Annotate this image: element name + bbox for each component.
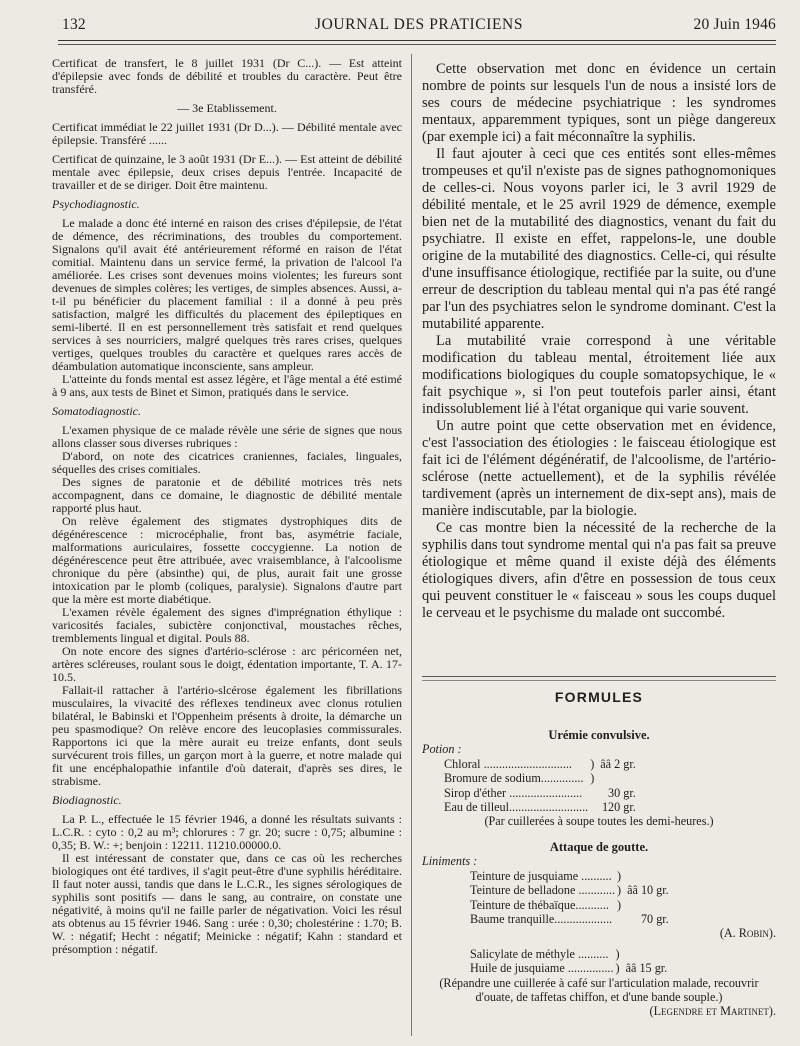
- formula-table: [444, 757, 636, 815]
- page-number: 132: [62, 16, 86, 33]
- formula-table: [470, 947, 667, 976]
- formula-title: Urémie convulsive.: [548, 728, 650, 742]
- list-item: Huile de jusquiame ............... ) ââ 15 gr.: [470, 961, 668, 976]
- list-item: Salicylate de méthyle .......... ): [470, 946, 620, 961]
- paragraph: La mutabilité vraie correspond à une véritable modification du tableau mental, étroitement liée aux modifications biologiques du couple somatopsychique, le « fait psychique », si l'on peut toutefois parler ainsi, étant indissolublement lié à l'état organique qui varie souvent.: [422, 333, 776, 417]
- paragraph: L'atteinte du fonds mental est assez légère, et l'âge mental a été estimé à 9 ans, aux tests de Binet et Simon, pratiqués dans le service.: [52, 372, 402, 399]
- paragraph: L'examen physique de ce malade révèle une série de signes que nous allons classer sous diverses rubriques :: [52, 423, 402, 450]
- list-item: Teinture de thébaïque........... ): [470, 897, 622, 912]
- list-item: Eau de tilleul.......................... 120 gr.: [444, 800, 636, 815]
- section-psychodiagnostic: Psychodiagnostic.: [52, 197, 140, 211]
- paragraph: L'examen révèle également des signes d'imprégnation éthylique : varicosités faciales, subictère conjonctival, moustaches rêches, tremblements lingual et digital. Pouls 88.: [52, 605, 402, 645]
- formula-note: (Répandre une cuillerée à café sur l'articulation malade, recouvrir d'ouate, de taffetas chiffon, et d'une bande souple.): [439, 975, 759, 1005]
- header-rule-thin: [58, 44, 776, 45]
- paragraph: On relève également des stigmates dystrophiques dits de dégénérescence : microcéphalie, front bas, asymétrie faciale, malformations auriculaires, fossette coccygienne. La notion de dégénérescence peut être attribuée, avec vraisemblance, à l'alcoolisme chronique du père (absinthe) qui, de plus, aurait fait une grosse intoxication par le plomb (coliques, paralysie). Signalons d'autre part que la mère est morte diabétique.: [52, 514, 402, 606]
- formula-title: Attaque de goutte.: [549, 840, 649, 854]
- paragraph: Un autre point que cette observation met en évidence, c'est l'association des étiologies : le faisceau étiologique est fait ici de l'élément dégénératif, de l'alcoolisme, de l'artério-sclérose (nette actuellement), et de la syphilis révélée tardivement (après un internement de dix-sept ans), mais de manière indiscutable, par la biologie.: [422, 418, 776, 519]
- certificate-immediate: Certificat immédiat le 22 juillet 1931 (Dr D...). — Débilité mentale avec épilepsie. Transféré ......: [52, 120, 402, 147]
- list-item: Bromure de sodium.............. ): [444, 771, 595, 786]
- paragraph: Le malade a donc été interné en raison des crises d'épilepsie, de l'état de démence, des récriminations, des troubles du comportement. Signalons qu'il avait été antérieurement réformé en raison de l'état comitial. Maintenu dans un service fermé, la privation de l'alcool l'a améliorée. Les crises sont devenues moins violentes; les fureurs sont devenues de simples colères; les vertiges, de simples absences. Aussi, a-t-il pu bénéficier du placement familial : il a donné à peu près satisfaction, malgré les difficultés du placement des épileptiques en semi-liberté. Il en est personnellement très satisfait et rend quelques services à ses nourriciers, malgré quelques très rares crises, quelques vertiges, quelques troubles du caractère et quelques rares accès de déambulation automatique inconsciente, sans ampleur.: [52, 216, 402, 373]
- right-column: [422, 61, 776, 622]
- list-item: Sirop d'éther ........................ 30 gr.: [444, 785, 636, 800]
- list-item: Teinture de jusquiame .......... ): [470, 868, 622, 883]
- certificate-transfer: Certificat de transfert, le 8 juillet 1931 (Dr C...). — Est atteint d'épilepsie avec fonds de débilité et troubles du caractère. Peut être transféré.: [52, 56, 402, 96]
- list-item: Baume tranquille................... 70 gr.: [470, 912, 669, 927]
- formula-note: (Par cuillerées à soupe toutes les demi-heures.): [484, 814, 714, 829]
- paragraph: On note encore des signes d'artério-sclérose : arc péricornéen net, artères scléreuses, roulant sous le doigt, édentation importante, T. A. 17-10.5.: [52, 644, 402, 684]
- formula-label: Liniments :: [422, 854, 478, 869]
- issue-date: 20 Juin 1946: [693, 16, 776, 33]
- column-divider: [411, 54, 412, 1036]
- page-header: [62, 14, 776, 40]
- formula-uremie: [422, 728, 776, 829]
- paragraph: Il faut ajouter à ceci que ces entités sont elles-mêmes trompeuses et qu'il n'existe pas de signes pathognomoniques de celles-ci. Nous voyons parler ici, le 3 avril 1929 de débilité mentale, et le 25 avril 1929 de démence, exemple bien net de la mutabilité des diagnostics, venant du fait du psychiatre. Il existe en effet, rappelons-le, une double origine de la mutabilité des diagnostics. Celle-ci, qui résulte d'une insuffisance étiologique, rectifiée par la suite, ou d'une erreur de description du tableau mental qui n'a pas été rangé par l'un des psychiatres selon le syndrome dominant. C'est la mutabilité apparente.: [422, 146, 776, 332]
- formules-title: FORMULES: [554, 689, 644, 705]
- section-somatodiagnostic: Somatodiagnostic.: [52, 404, 141, 418]
- formula-goutte: [422, 840, 776, 1019]
- paragraph: La P. L., effectuée le 15 février 1946, a donné les résultats suivants : L.C.R. : cyto : 0,2 au m³; chlorures : 7 gr. 20; sucre : 0,75; albumine : 0,35; B. W.: +; benjoin : 12211. 11210.00000.0.: [52, 812, 402, 852]
- list-item: Chloral ............................. ) ââ 2 gr.: [444, 756, 636, 771]
- paragraph: Fallait-il rattacher à l'artério-slcérose également les fibrillations musculaires, la vivacité des réflexes tendineux avec clonus rotulien bilatéral, le Babinski et l'Oppenheim présents à droite, la démarche un peu spasmodique? On relève encore des leucoplasies commissurales. Rapportons ici que la mère aurait eu treize enfants, dont seuls survécurent trois filles, un garçon mort à la guerre, et notre malade qui fit une encéphalopathie infantile d'où daterait, d'après ses dires, le strabisme.: [52, 683, 402, 788]
- paragraph: Des signes de paratonie et de débilité motrices très nets accompagnent, dans ce domaine, le diagnostic de débilité mentale rapporté plus haut.: [52, 475, 402, 515]
- establishment-heading: — 3e Etablissement.: [177, 101, 277, 115]
- left-column: [52, 57, 402, 956]
- journal-title: JOURNAL DES PRATICIENS: [314, 16, 524, 33]
- certificate-fortnight: Certificat de quinzaine, le 3 août 1931 (Dr E...). — Est atteint de débilité mentale avec épilepsie, deux crises depuis l'entrée. Incapacité de travailler et de se diriger. Doit être maintenu.: [52, 152, 402, 192]
- header-rule: [58, 40, 776, 41]
- formules-rule: [422, 676, 776, 677]
- paragraph: D'abord, on note des cicatrices craniennes, faciales, linguales, séquelles des crises comitiales.: [52, 449, 402, 476]
- section-biodiagnostic: Biodiagnostic.: [52, 793, 122, 807]
- formula-label: Potion :: [422, 742, 462, 757]
- formula-author: (A. Robin).: [719, 926, 776, 941]
- list-item: Teinture de belladone ............ ) ââ 10 gr.: [470, 883, 669, 898]
- formula-table: [470, 869, 669, 927]
- formula-author: (Legendre et Martinet).: [649, 1004, 776, 1019]
- paragraph: Cette observation met donc en évidence un certain nombre de points sur lesquels l'un de nous a insisté lors de ses cours de médecine psychiatrique : les syndromes mentaux, apparemment typiques, sont un piège dangereux (par exemple ici) a fait méconnaître la syphilis.: [422, 61, 776, 145]
- formules-rule-thin: [422, 680, 776, 681]
- paragraph: Ce cas montre bien la nécessité de la recherche de la syphilis dans tout syndrome mental qui n'a pas fait sa preuve étiologique et même quand il existe déjà des éléments étiologiques divers, afin d'être en possession de tous ceux qui peuvent constituer le « faisceau » sous les coups duquel le cerveau et le psychisme du malade ont succombé.: [422, 520, 776, 621]
- paragraph: Il est intéressant de constater que, dans ce cas où les recherches biologiques ont été tardives, il s'agit peut-être d'une syphilis héréditaire. Il faut noter aussi, tandis que dans le L.C.R., les signes sérologiques de syphilis sont positifs — dans le sang, au contraire, on constate une négativité, à moins qu'il ne faille parler de négativation. Voici les résul ats obtenus au 15 février 1946. Sang : urée : 0,30; cholestérine : 1.70; B. W. : négatif; Hecht : négatif; Meinicke : négatif; Kahn : standard et présomption : négatif.: [52, 851, 402, 956]
